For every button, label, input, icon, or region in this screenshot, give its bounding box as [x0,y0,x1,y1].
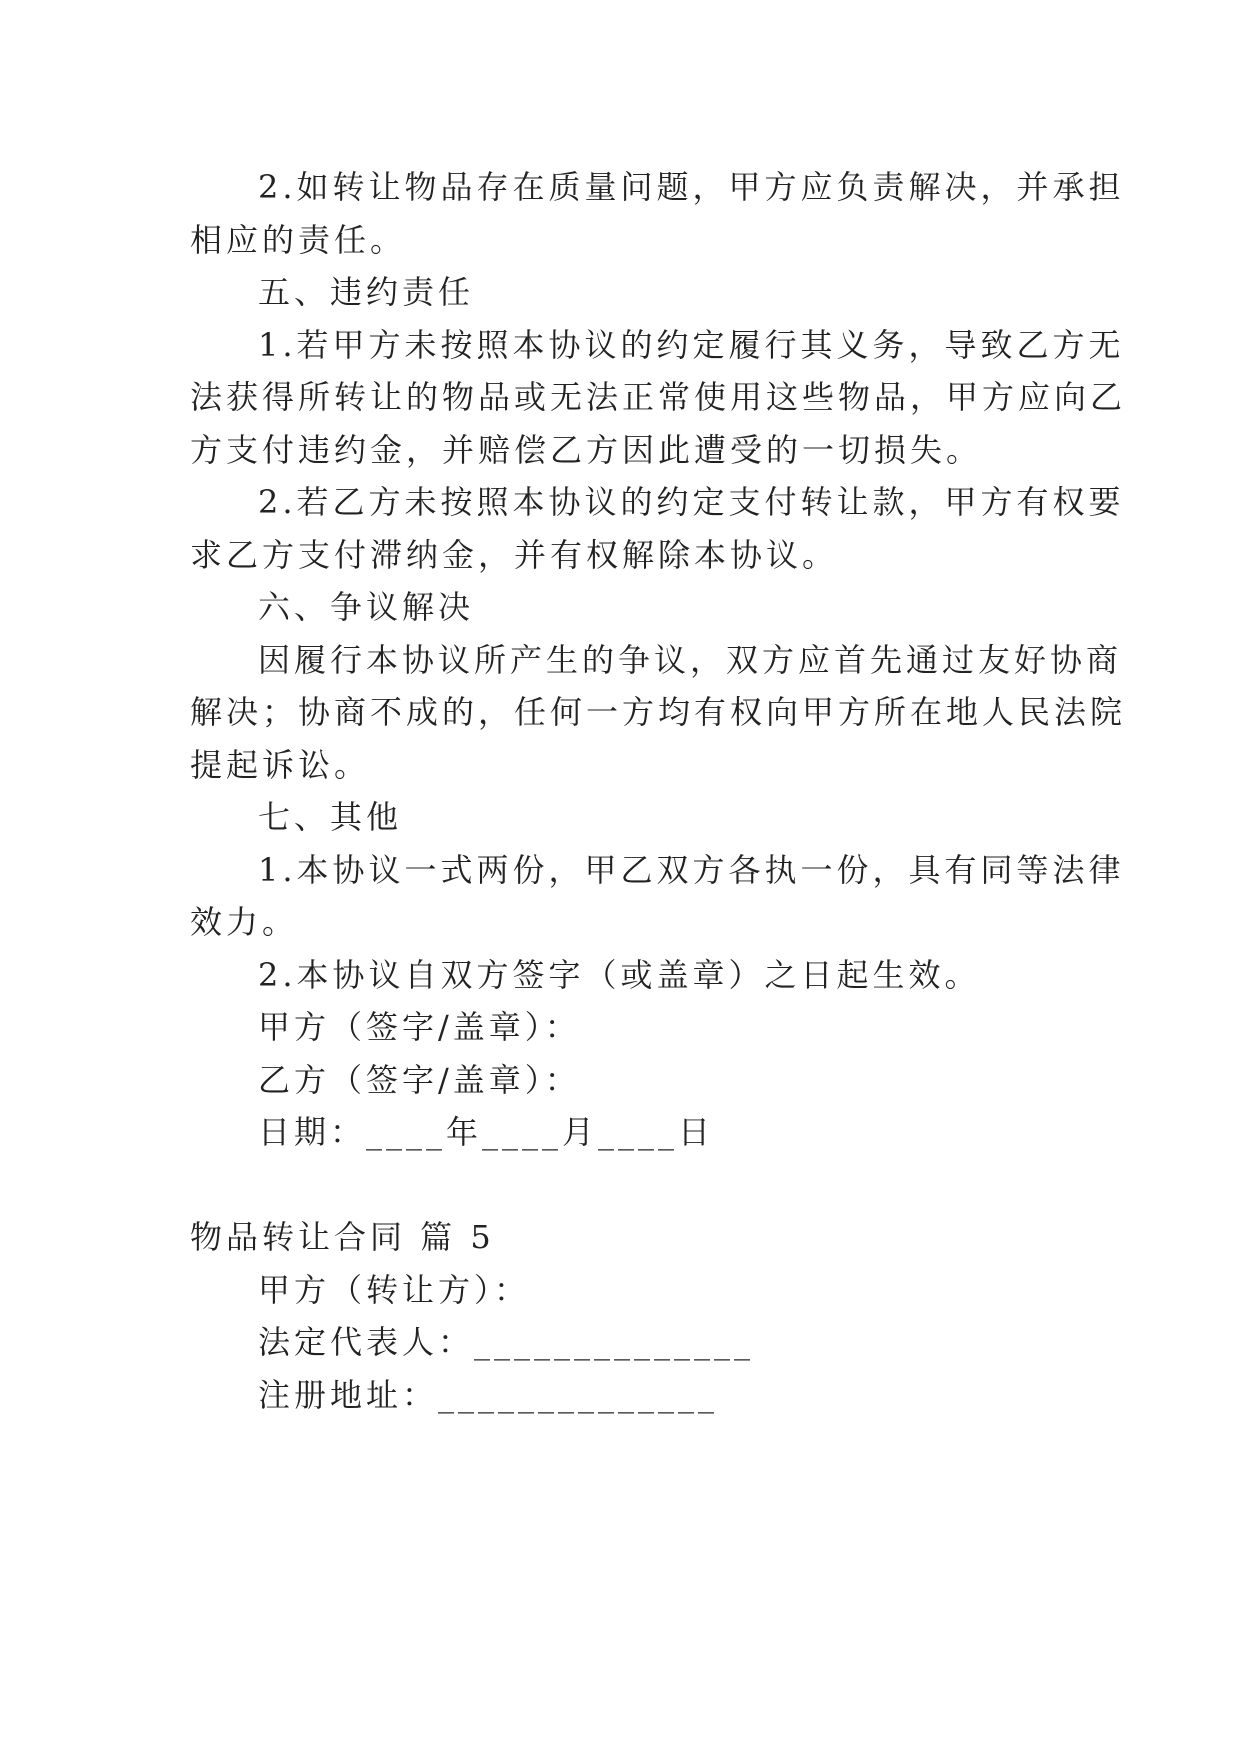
party-b-signature: 乙方（签字/盖章）： [258,1061,581,1099]
heading-other: 七、其他 [258,798,403,836]
clause-6-line-2: 解决；协商不成的，任何一方均有权向甲方所在地人民法院 [190,693,1127,731]
party-a-signature: 甲方（签字/盖章）： [258,1008,581,1046]
clause-5-2-line-1: 2.若乙方未按照本协议的约定支付转让款，甲方有权要 [258,483,1125,521]
clause-5-1-line-1: 1.若甲方未按照本协议的约定履行其义务，导致乙方无 [258,326,1125,364]
heading-breach-liability: 五、违约责任 [258,273,475,311]
clause-5-1-line-3: 方支付违约金，并赔偿乙方因此遭受的一切损失。 [190,431,983,469]
legal-representative-line [258,1322,754,1362]
clause-4-2-line-1: 2.如转让物品存在质量问题，甲方应负责解决，并承担 [258,168,1125,206]
clause-7-1-line-2: 效力。 [190,903,299,941]
legal-representative-label: 法定代表人： [258,1323,475,1361]
clause-5-2-line-2: 求乙方支付滞纳金，并有权解除本协议。 [190,536,839,574]
date-month-label: 月 [562,1113,599,1151]
clause-4-2-line-2: 相应的责任。 [190,221,407,259]
clause-7-2: 2.本协议自双方签字（或盖章）之日起生效。 [258,956,981,994]
party-a-transferor: 甲方（转让方）： [258,1271,531,1309]
registered-address-label: 注册地址： [258,1376,439,1414]
heading-dispute-resolution: 六、争议解决 [258,588,475,626]
date-day-label: 日 [678,1113,715,1151]
registered-address-blank: ______________ [438,1376,719,1414]
clause-6-line-1: 因履行本协议所产生的争议，双方应首先通过友好协商 [258,641,1123,679]
date-year-label: 年 [446,1113,483,1151]
clause-5-1-line-2: 法获得所转让的物品或无法正常使用这些物品，甲方应向乙 [190,378,1127,416]
clause-6-line-3: 提起诉讼。 [190,746,371,784]
legal-representative-blank: ______________ [474,1323,755,1361]
section-title: 物品转让合同 篇 5 [190,1218,495,1256]
date-year-blank: ____ [366,1113,447,1151]
date-day-blank: ____ [598,1113,679,1151]
date-month-blank: ____ [482,1113,563,1151]
date-label: 日期： [258,1113,367,1151]
clause-7-1-line-1: 1.本协议一式两份，甲乙双方各执一份，具有同等法律 [258,851,1125,889]
registered-address-line [258,1375,718,1415]
date-line [258,1112,714,1152]
